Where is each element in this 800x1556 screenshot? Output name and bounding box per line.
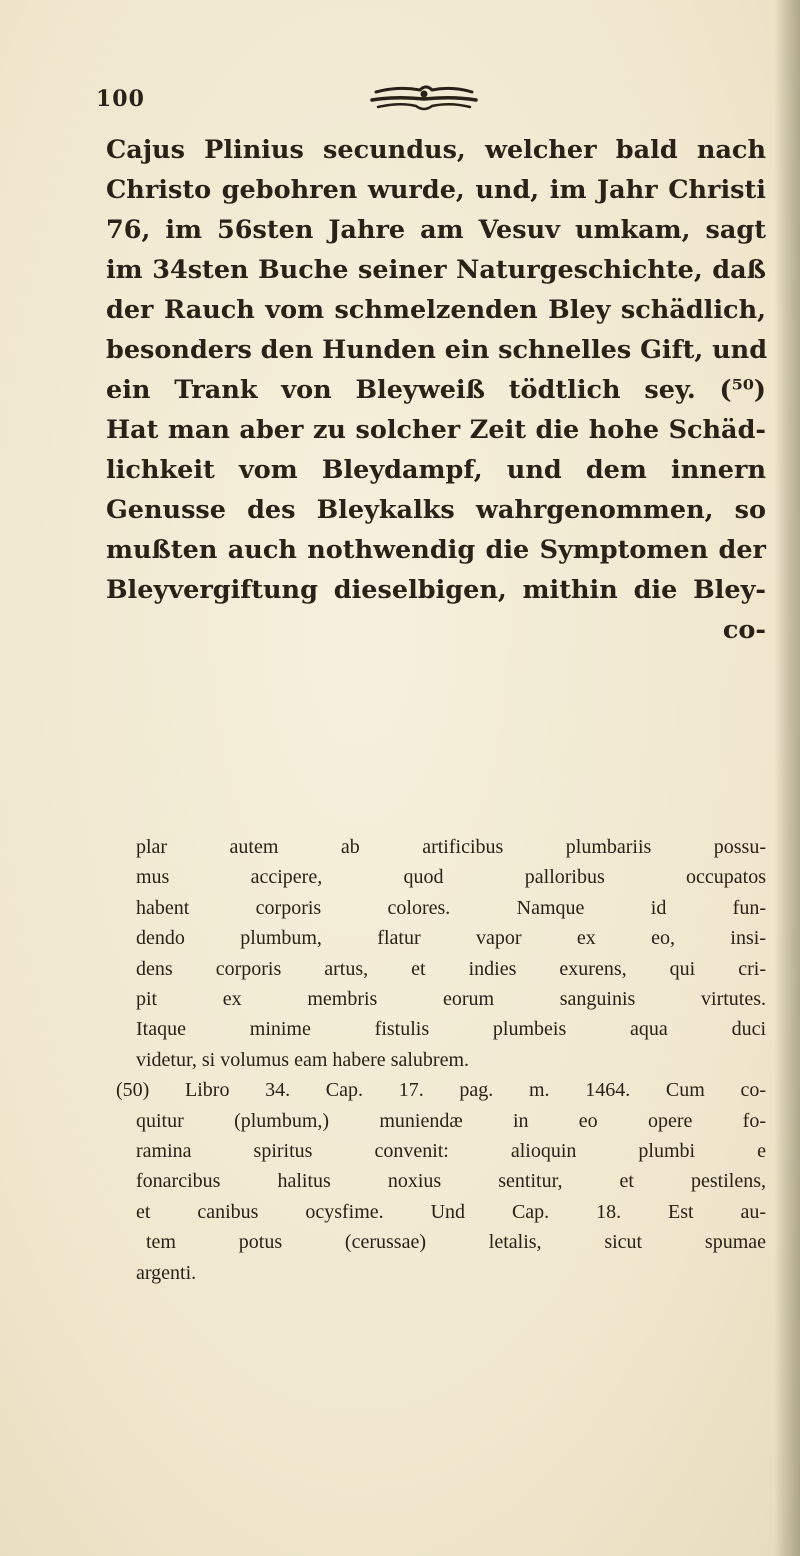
footnote-line: dendo plumbum, flatur vapor ex eo, insi- xyxy=(136,927,766,950)
header-ornament xyxy=(368,80,480,114)
main-text-line: Cajus Plinius secundus, welcher bald nach xyxy=(106,135,766,165)
main-text-block xyxy=(106,130,766,650)
footnote-line: Itaque minime fistulis plumbeis aqua duci xyxy=(136,1018,766,1041)
footnote-line: videtur, si volumus eam habere salubrem. xyxy=(136,1048,469,1071)
footnote-line: plar autem ab artificibus plumbariis possu- xyxy=(136,836,766,858)
main-text-line: im 34sten Buche seiner Naturgeschichte, daß xyxy=(106,255,766,285)
footnote-line: dens corporis artus, et indies exurens, qui cri- xyxy=(136,957,766,980)
footnote-line: mus accipere, quod palloribus occupatos xyxy=(136,866,766,889)
footnote-line: tem potus (cerussae) letalis, sicut spumae xyxy=(146,1231,766,1254)
page-edge-shadow xyxy=(774,0,800,1556)
main-text-line: mußten auch nothwendig die Symptomen der xyxy=(106,535,766,565)
catchword: co- xyxy=(722,615,766,645)
footnote-line: ramina spiritus convenit: alioquin plumbi e xyxy=(136,1140,766,1163)
footnote-line: fonarcibus halitus noxius sentitur, et pestilens, xyxy=(136,1170,766,1193)
footnote-line: et canibus ocysfime. Und Cap. 18. Est au- xyxy=(136,1200,766,1223)
latin-footnote-block xyxy=(116,832,766,1288)
main-text-line: der Rauch vom schmelzenden Bley schädlich, xyxy=(106,295,766,325)
main-text-line: Christo gebohren wurde, und, im Jahr Christi xyxy=(106,175,766,205)
footnote-line: pit ex membris eorum sanguinis virtutes. xyxy=(136,988,766,1011)
main-text-line: Genusse des Bleykalks wahrgenommen, so xyxy=(106,495,766,525)
main-text-line: lichkeit vom Bleydampf, und dem innern xyxy=(106,455,766,485)
main-text-line: Bleyvergiftung dieselbigen, mithin die Bley- xyxy=(106,575,766,605)
main-text-line: 76, im 56sten Jahre am Vesuv umkam, sagt xyxy=(106,215,766,245)
footnote-marker-line: (50) Libro 34. Cap. 17. pag. m. 1464. Cum co- xyxy=(116,1079,766,1102)
footnote-line: argenti. xyxy=(136,1261,197,1284)
main-text-line: Hat man aber zu solcher Zeit die hohe Schäd- xyxy=(106,415,766,445)
footnote-line: habent corporis colores. Namque id fun- xyxy=(136,896,766,919)
main-text-line: besonders den Hunden ein schnelles Gift, und xyxy=(106,335,768,365)
page-number: 100 xyxy=(96,86,145,112)
footnote-line: quitur (plumbum,) muniendæ in eo opere fo- xyxy=(136,1109,766,1132)
main-text-line: ein Trank von Bleyweiß tödtlich sey. (⁵⁰) xyxy=(106,375,766,405)
